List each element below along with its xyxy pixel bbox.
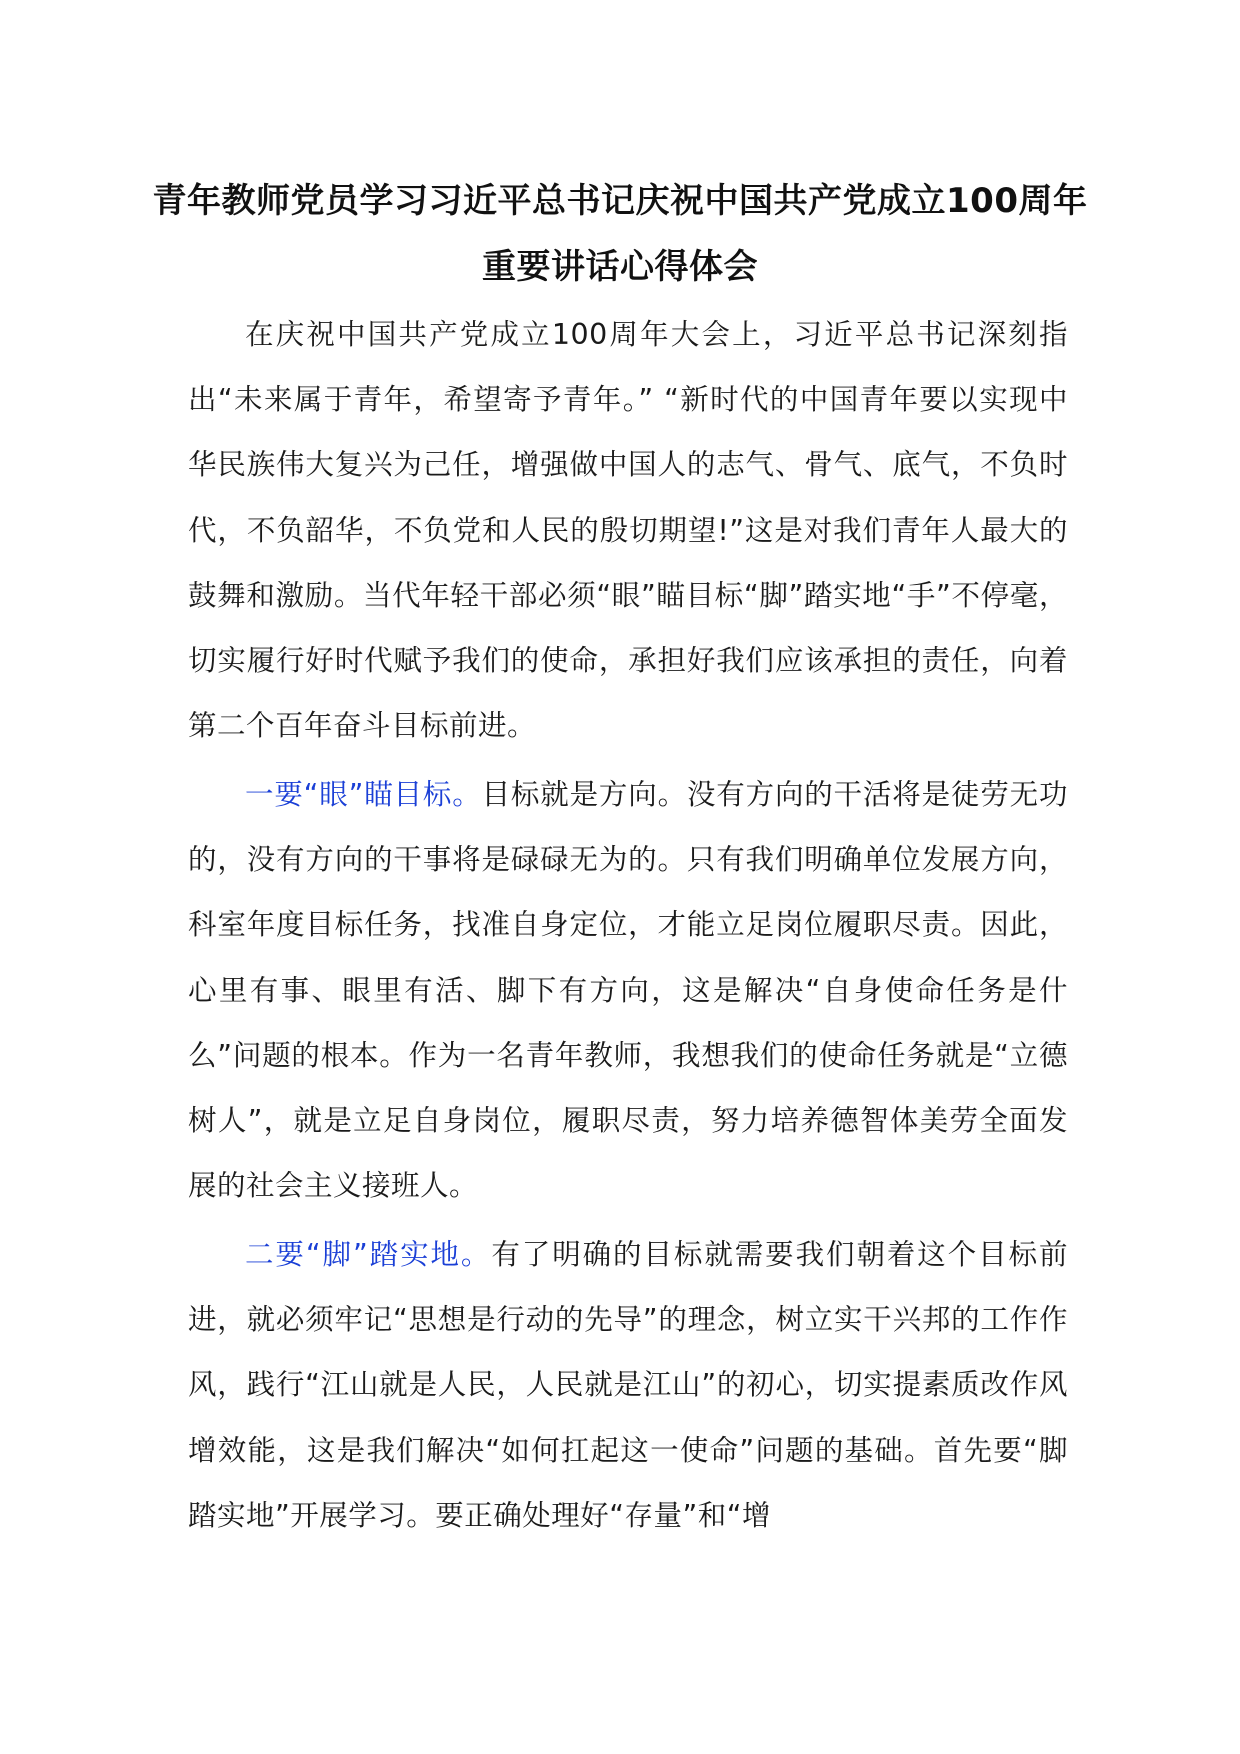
paragraph-eye-on-goal [188, 762, 1068, 1218]
document-title: 青年教师党员学习习近平总书记庆祝中国共产党成立100周年重要讲话心得体会 [152, 181, 1088, 287]
paragraph-intro [188, 302, 1068, 758]
paragraph-feet-on-ground [188, 1222, 1068, 1548]
section-heading-eye-on-goal: 一要“眼”瞄目标。 [245, 778, 482, 811]
paragraph-feet-on-ground-text: 有了明确的目标就需要我们朝着这个目标前进，就必须牢记“思想是行动的先导”的理念，树立实干兴邦的工作作风，践行“江山就是人民，人民就是江山”的初心，切实提素质改作风增效能，这是我们解决“如何扛起这一使命”问题的基础。首先要“脚踏实地”开展学习。要正确处理好“存量”和“增 [188, 1238, 1068, 1532]
paragraph-eye-on-goal-text: 目标就是方向。没有方向的干活将是徒劳无功的，没有方向的干事将是碌碌无为的。只有我们明确单位发展方向，科室年度目标任务，找准自身定位，才能立足岗位履职尽责。因此，心里有事、眼里有活、脚下有方向，这是解决“自身使命任务是什么”问题的根本。作为一名青年教师，我想我们的使命任务就是“立德树人”，就是立足自身岗位，履职尽责，努力培养德智体美劳全面发展的社会主义接班人。 [188, 778, 1068, 1203]
section-heading-feet-on-ground: 二要“脚”踏实地。 [245, 1238, 492, 1271]
paragraph-intro-text: 在庆祝中国共产党成立100周年大会上，习近平总书记深刻指出“未来属于青年，希望寄予青年。” “新时代的中国青年要以实现中华民族伟大复兴为己任，增强做中国人的志气、骨气、底气，不负时代，不负韶华，不负党和人民的殷切期望!”这是对我们青年人最大的鼓舞和激励。当代年轻干部必须“眼”瞄目标“脚”踏实地“手”不停毫，切实履行好时代赋予我们的使命，承担好我们应该承担的责任，向着第二个百年奋斗目标前进。 [188, 318, 1068, 743]
